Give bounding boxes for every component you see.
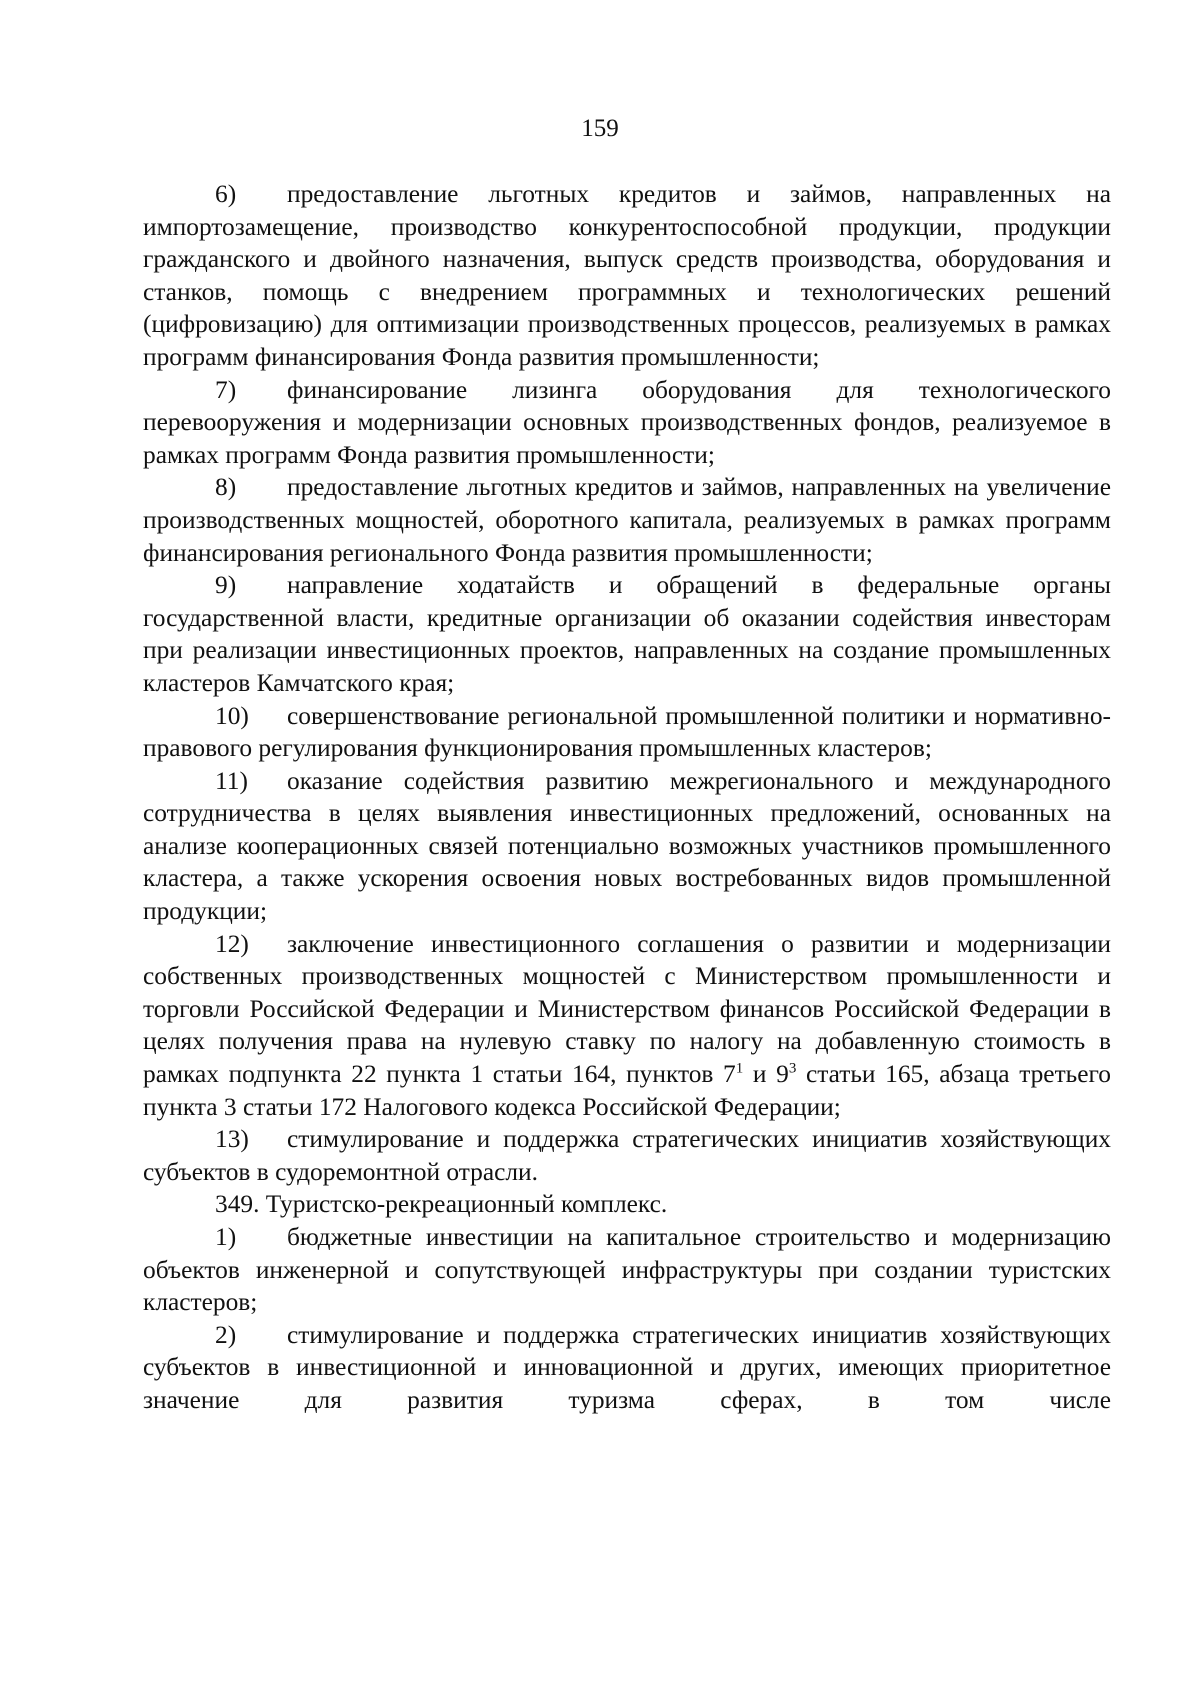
item-text: предоставление льготных кредитов и займов, направленных на увеличение производственных мощностей, оборотного капитала, реализуемых в рамках программ финансирования регионального Фонда развития промышленности; [143,473,1111,567]
item-text: бюджетные инвестиции на капитальное строительство и модернизацию объектов инженерной и сопутствующей инфраструктуры при создании туристских кластеров; [143,1223,1111,1317]
item-text: направление ходатайств и обращений в федеральные органы государственной власти, кредитные организации об оказании содействия инвесторам при реализации инвестиционных проектов, направленных на создание промышленных кластеров Камчатского края; [143,571,1111,697]
list-item [143,1123,1111,1188]
item-text: стимулирование и поддержка стратегических инициатив хозяйствующих субъектов в судоремонтной отрасли. [143,1125,1111,1186]
list-item [143,1221,1111,1319]
item-text: оказание содействия развитию межрегионального и международного сотрудничества в целях выявления инвестиционных предложений, основанных на анализе кооперационных связей потенциально возможных участников промышленного кластера, а также ускорения освоения новых востребованных видов промышленной продукции; [143,766,1111,926]
item-number: 2) [215,1320,237,1349]
section-heading [143,1188,1111,1221]
document-body [143,178,1111,1417]
item-number: 10) [215,701,249,730]
item-number: 11) [215,766,248,795]
item-number: 12) [215,929,249,958]
item-text-part: статьи 165, абзаца третьего пункта 3 статьи 172 Налогового кодекса Российской Федерации; [143,1060,1112,1121]
item-number: 6) [215,180,237,208]
item-number: 13) [215,1125,249,1154]
superscript: 3 [788,1060,797,1077]
item-text: стимулирование и поддержка стратегических инициатив хозяйствующих субъектов в инвестиционной и инновационной и других, имеющих приоритетное значение для развития туризма сферах, в том числе [143,1320,1111,1414]
item-number: 9) [215,571,237,600]
list-item [143,569,1111,699]
section-heading-text: 349. Туристско-рекреационный комплекс. [215,1190,668,1219]
page-number: 159 [581,115,619,142]
superscript: 1 [735,1060,744,1077]
list-item [143,700,1111,765]
list-item [143,178,1111,374]
list-item [143,471,1111,569]
item-number: 7) [215,375,237,404]
item-text: предоставление льготных кредитов и займов, направленных на импортозамещение, производство конкурентоспособной продукции, продукции гражданского и двойного назначения, выпуск средств производства, оборудования и станков, помощь с внедрением программных и технологических решений (цифровизацию) для оптимизации производственных процессов, реализуемых в рамках программ финансирования Фонда развития промышленности; [143,180,1111,371]
item-text-part: заключение инвестиционного соглашения о развитии и модернизации собственных производственных мощностей с Министерством промышленности и торговли Российской Федерации и Министерством финансов Российской Федерации в целях получения права на нулевую ставку по налогу на добавленную стоимость в рамках подпункта 22 пункта 1 статьи 164, пунктов 7 [143,929,1111,1089]
list-item [143,765,1111,928]
list-item [143,374,1111,472]
item-text: финансирование лизинга оборудования для технологического перевооружения и модернизации основных производственных фондов, реализуемое в рамках программ Фонда развития промышленности; [143,375,1111,469]
list-item [143,1319,1111,1417]
item-text: совершенствование региональной промышленной политики и нормативно-правового регулирования функционирования промышленных кластеров; [143,701,1111,763]
item-text-part: и 9 [743,1060,789,1089]
item-number: 8) [215,473,237,502]
item-number: 1) [215,1223,237,1251]
list-item [143,928,1111,1124]
